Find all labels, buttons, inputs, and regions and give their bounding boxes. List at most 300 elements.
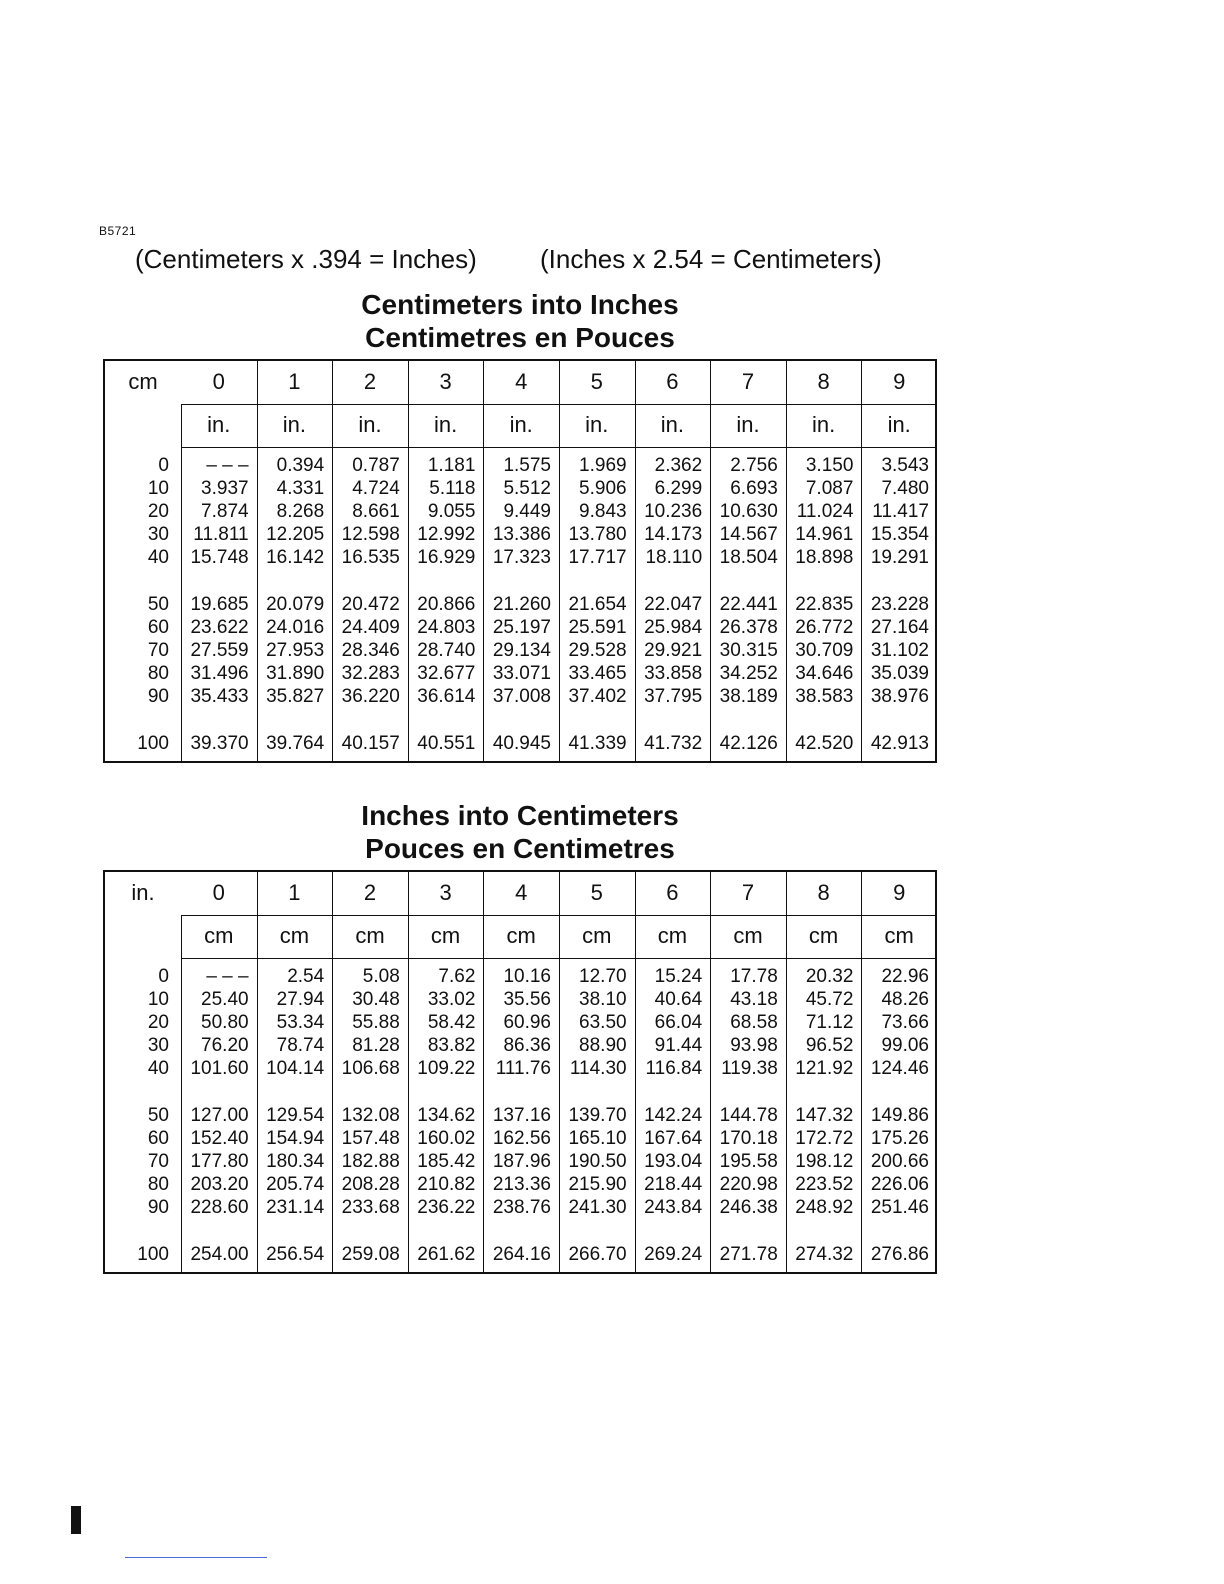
unit-label: cm	[430, 923, 461, 948]
unit-label: cm	[355, 923, 385, 948]
table-cell: 35.56	[503, 989, 551, 1010]
row-label: 100	[137, 733, 169, 754]
unit-label: cm	[582, 923, 612, 948]
table-cell: 53.34	[276, 1012, 325, 1033]
table-cell: 25.197	[492, 617, 551, 638]
table-cell: 5.512	[503, 478, 551, 499]
table-cell: 9.843	[579, 501, 627, 522]
table-cell: 31.102	[870, 640, 929, 661]
table-cell: 12.992	[417, 524, 476, 545]
table-cell: 177.80	[190, 1151, 249, 1172]
table-cell: 154.94	[266, 1128, 325, 1149]
row-label: 50	[147, 594, 169, 615]
unit-label: in.	[433, 412, 458, 437]
row-label: 0	[158, 966, 169, 987]
table-cell: 200.66	[870, 1151, 929, 1172]
table-cell: 109.22	[417, 1058, 476, 1079]
table-cell: 33.071	[492, 663, 551, 684]
table-cell: 13.386	[492, 524, 551, 545]
table-cell: 38.10	[579, 989, 627, 1010]
column-divider	[559, 872, 560, 1274]
table-cell: 91.44	[654, 1035, 703, 1056]
table-cell: 218.44	[644, 1174, 703, 1195]
table1-title	[0, 288, 1040, 354]
table-cell: 2.756	[730, 455, 778, 476]
table-cell: 25.591	[568, 617, 627, 638]
table-cell: 210.82	[417, 1174, 476, 1195]
formula-cm-to-in: (Centimeters x .394 = Inches)	[135, 244, 477, 274]
column-header: 6	[666, 369, 679, 394]
column-header: 9	[893, 369, 906, 394]
table-cell: 28.740	[417, 640, 476, 661]
table-cell: 144.78	[719, 1105, 778, 1126]
table-cell: 0.787	[352, 455, 400, 476]
table-cell: 13.780	[568, 524, 627, 545]
row-label: 90	[147, 1197, 169, 1218]
table-cell: 251.46	[870, 1197, 929, 1218]
unit-label: in.	[736, 412, 760, 437]
table-cell: 25.984	[644, 617, 703, 638]
table-cell: 73.66	[881, 1012, 929, 1033]
column-divider	[257, 872, 258, 1274]
row-label: 30	[147, 524, 169, 545]
table-cell: 248.92	[795, 1197, 854, 1218]
table-cell: 187.96	[492, 1151, 551, 1172]
table-cell: 195.58	[719, 1151, 778, 1172]
table2-title	[0, 799, 1040, 865]
column-header: 7	[741, 369, 755, 394]
table-cell: 116.84	[645, 1058, 703, 1079]
table-cell: 5.08	[362, 966, 400, 987]
table-cell: 4.724	[352, 478, 400, 499]
table-cell: 21.654	[568, 594, 627, 615]
table-cell: 41.339	[568, 733, 627, 754]
column-divider	[332, 361, 333, 763]
table-cell: 58.42	[427, 1012, 476, 1033]
table-cell: 243.84	[644, 1197, 703, 1218]
table-cell: 5.906	[579, 478, 627, 499]
table-cell: 23.228	[870, 594, 929, 615]
table-cell: 83.82	[427, 1035, 476, 1056]
row-label: 70	[147, 640, 169, 661]
table-cell: 119.38	[721, 1058, 778, 1079]
page-marker	[71, 1506, 81, 1534]
row-label: 20	[147, 1012, 169, 1033]
table-cell: 8.661	[352, 501, 400, 522]
column-header: 3	[439, 880, 452, 905]
table-cell: 22.835	[795, 594, 854, 615]
table-cell: 38.976	[870, 686, 929, 707]
row-label: 70	[147, 1151, 169, 1172]
table-cell: 8.268	[276, 501, 325, 522]
table-cell: 9.449	[503, 501, 551, 522]
table-cell: 32.677	[417, 663, 476, 684]
table-cell: 254.00	[190, 1244, 249, 1265]
table-cell: 27.94	[276, 989, 325, 1010]
table-cell: 124.46	[870, 1058, 929, 1079]
column-divider	[408, 872, 409, 1274]
table-cell: 10.16	[503, 966, 551, 987]
table-cell: 233.68	[341, 1197, 400, 1218]
unit-label: in.	[509, 412, 533, 437]
table-cell: 26.378	[719, 617, 778, 638]
table-cell: 55.88	[352, 1012, 400, 1033]
table-cell: 215.90	[568, 1174, 627, 1195]
table-cell: 274.32	[795, 1244, 854, 1265]
table-cell: 36.614	[417, 686, 476, 707]
table-cell: 152.40	[190, 1128, 249, 1149]
column-divider	[635, 872, 636, 1274]
table-cell: 3.150	[805, 455, 854, 476]
table-cell: 18.504	[719, 547, 778, 568]
corner-label: cm	[128, 369, 158, 394]
table-cell: 165.10	[568, 1128, 627, 1149]
column-divider	[483, 361, 484, 763]
table-cell: 40.64	[654, 989, 703, 1010]
table-cell: 36.220	[341, 686, 400, 707]
table-cell: 33.465	[568, 663, 627, 684]
table-cell: 29.528	[568, 640, 627, 661]
table-cell: 4.331	[276, 478, 325, 499]
row-label: 50	[147, 1105, 169, 1126]
column-divider	[710, 872, 711, 1274]
column-header: 7	[741, 880, 755, 905]
column-header: 0	[212, 369, 225, 394]
table-cell: 14.567	[719, 524, 778, 545]
table-cell: 264.16	[492, 1244, 551, 1265]
table-cell: 31.890	[266, 663, 325, 684]
table-cell: 175.26	[870, 1128, 929, 1149]
table-cell: 157.48	[341, 1128, 400, 1149]
unit-label: cm	[279, 923, 310, 948]
table-cell: 40.551	[417, 733, 476, 754]
table-cell: 42.520	[795, 733, 854, 754]
table-cell: 30.48	[352, 989, 400, 1010]
table-cell: 149.86	[870, 1105, 929, 1126]
table-cell: 205.74	[266, 1174, 325, 1195]
table-cell: 40.157	[341, 733, 400, 754]
table-cell: 220.98	[719, 1174, 778, 1195]
table-cell: 26.772	[795, 617, 854, 638]
table-cell: 182.88	[341, 1151, 400, 1172]
table-cell: 33.02	[427, 989, 476, 1010]
table-cell: – – –	[206, 455, 249, 476]
table-cell: 19.291	[870, 547, 929, 568]
table-cell: 1.575	[503, 455, 551, 476]
table-cell: 170.18	[719, 1128, 778, 1149]
row-label: 20	[147, 501, 169, 522]
unit-label: in.	[660, 412, 685, 437]
table-cell: 259.08	[341, 1244, 400, 1265]
table-cell: 5.118	[429, 478, 476, 499]
table-cell: 50.80	[201, 1012, 249, 1033]
table-cell: 185.42	[417, 1151, 476, 1172]
table-cell: 32.283	[341, 663, 400, 684]
table-cell: 38.583	[795, 686, 854, 707]
column-header: 4	[515, 880, 528, 905]
table-cell: 27.164	[870, 617, 929, 638]
table-cell: 45.72	[805, 989, 854, 1010]
table-cell: 24.016	[266, 617, 325, 638]
column-header: 2	[363, 369, 377, 394]
table-cell: 39.764	[266, 733, 325, 754]
table-cell: 142.24	[644, 1105, 703, 1126]
column-divider	[786, 872, 787, 1274]
unit-label: cm	[733, 923, 763, 948]
row-label: 40	[147, 547, 169, 568]
table-cell: 190.50	[568, 1151, 627, 1172]
table-cell: – – –	[206, 966, 249, 987]
label-column-divider	[181, 915, 182, 1274]
table-cell: 20.079	[266, 594, 325, 615]
table-cell: 137.16	[492, 1105, 551, 1126]
table-cell: 11.024	[796, 501, 854, 522]
column-divider	[861, 361, 862, 763]
table-cell: 226.06	[870, 1174, 929, 1195]
unit-label: cm	[506, 923, 536, 948]
table-cell: 24.409	[341, 617, 400, 638]
table-cell: 21.260	[492, 594, 551, 615]
table-cell: 127.00	[190, 1105, 249, 1126]
row-label: 10	[147, 478, 169, 499]
table-cell: 39.370	[190, 733, 249, 754]
table-cell: 30.315	[719, 640, 778, 661]
row-label: 60	[147, 617, 169, 638]
table-cell: 147.32	[795, 1105, 854, 1126]
unit-label: cm	[204, 923, 234, 948]
table-cell: 33.858	[644, 663, 703, 684]
table-cell: 25.40	[201, 989, 249, 1010]
table-cell: 172.72	[795, 1128, 854, 1149]
table-cell: 22.047	[644, 594, 703, 615]
table-cell: 63.50	[579, 1012, 627, 1033]
table1-title-fr: Centimetres en Pouces	[365, 322, 675, 353]
table-cell: 246.38	[719, 1197, 778, 1218]
table-cell: 104.14	[266, 1058, 325, 1079]
column-divider	[635, 361, 636, 763]
table-cell: 198.12	[795, 1151, 854, 1172]
table-cell: 17.717	[568, 547, 627, 568]
table1-title-en: Centimeters into Inches	[361, 289, 679, 320]
table-cell: 76.20	[201, 1035, 249, 1056]
table-cell: 0.394	[276, 455, 325, 476]
formula-in-to-cm: (Inches x 2.54 = Centimeters)	[540, 244, 882, 274]
table-cell: 18.110	[645, 547, 703, 568]
table-cell: 28.346	[341, 640, 400, 661]
table-cell: 96.52	[805, 1035, 854, 1056]
table-cell: 231.14	[266, 1197, 325, 1218]
table-cell: 269.24	[644, 1244, 703, 1265]
column-divider	[861, 872, 862, 1274]
table-cell: 66.04	[654, 1012, 703, 1033]
column-header: 1	[288, 880, 301, 905]
table-cell: 134.62	[417, 1105, 476, 1126]
table-cell: 35.433	[190, 686, 249, 707]
column-header: 6	[666, 880, 679, 905]
column-divider	[710, 361, 711, 763]
row-label: 10	[147, 989, 169, 1010]
table-cell: 6.299	[654, 478, 703, 499]
unit-label: cm	[808, 923, 839, 948]
table-cell: 78.74	[276, 1035, 325, 1056]
table-cell: 37.402	[568, 686, 627, 707]
column-header: 4	[515, 369, 528, 394]
column-header: 5	[590, 369, 603, 394]
table-cell: 17.78	[730, 966, 778, 987]
table-cell: 48.26	[881, 989, 929, 1010]
table-cell: 160.02	[417, 1128, 476, 1149]
table-cell: 43.18	[730, 989, 778, 1010]
table-cell: 88.90	[579, 1035, 627, 1056]
column-header: 0	[212, 880, 225, 905]
table-cell: 18.898	[795, 547, 854, 568]
column-header: 8	[817, 369, 830, 394]
table-cell: 162.56	[492, 1128, 551, 1149]
label-column-divider	[181, 404, 182, 763]
table2-title-en: Inches into Centimeters	[361, 800, 679, 831]
unit-label: in.	[585, 412, 609, 437]
table-cell: 121.92	[795, 1058, 854, 1079]
table-cell: 12.598	[341, 524, 400, 545]
table-cell: 41.732	[644, 733, 703, 754]
unit-label: in.	[207, 412, 231, 437]
table-cell: 42.126	[719, 733, 778, 754]
table-cell: 2.54	[287, 966, 325, 987]
table-cell: 1.181	[427, 455, 476, 476]
column-header: 9	[893, 880, 906, 905]
table-cell: 271.78	[719, 1244, 778, 1265]
column-divider	[559, 361, 560, 763]
table-cell: 139.70	[568, 1105, 627, 1126]
table-cell: 35.039	[870, 663, 929, 684]
table-cell: 7.087	[805, 478, 854, 499]
table-cell: 10.236	[644, 501, 703, 522]
table-cell: 30.709	[795, 640, 854, 661]
table-cell: 42.913	[870, 733, 929, 754]
table-cell: 9.055	[427, 501, 476, 522]
table-cell: 106.68	[341, 1058, 400, 1079]
table-cell: 193.04	[644, 1151, 703, 1172]
table-cell: 20.32	[805, 966, 854, 987]
document-code: B5721	[99, 224, 137, 238]
table-cell: 11.417	[872, 501, 929, 522]
row-label: 80	[147, 1174, 169, 1195]
table-cell: 167.64	[644, 1128, 703, 1149]
unit-label: in.	[811, 412, 836, 437]
table-cell: 38.189	[719, 686, 778, 707]
row-label: 100	[137, 1244, 169, 1265]
column-header: 8	[817, 880, 830, 905]
table-cell: 208.28	[341, 1174, 400, 1195]
column-divider	[408, 361, 409, 763]
column-divider	[786, 361, 787, 763]
table-cell: 34.646	[795, 663, 854, 684]
table-cell: 19.685	[190, 594, 249, 615]
table-cell: 15.354	[870, 524, 929, 545]
table-cell: 14.173	[644, 524, 703, 545]
table-cell: 114.30	[569, 1058, 627, 1079]
table-cell: 29.134	[492, 640, 551, 661]
table-cell: 213.36	[492, 1174, 551, 1195]
row-label: 60	[147, 1128, 169, 1149]
unit-label: cm	[884, 923, 914, 948]
table-cell: 24.803	[417, 617, 476, 638]
table-cell: 27.559	[190, 640, 249, 661]
table-cell: 35.827	[266, 686, 325, 707]
table-cell: 256.54	[266, 1244, 325, 1265]
table-cell: 22.441	[719, 594, 778, 615]
row-label: 30	[147, 1035, 169, 1056]
table-cell: 11.811	[193, 524, 249, 545]
row-label: 0	[158, 455, 169, 476]
column-divider	[257, 361, 258, 763]
table-cell: 31.496	[190, 663, 249, 684]
column-header: 3	[439, 369, 452, 394]
row-label: 90	[147, 686, 169, 707]
table-cell: 17.323	[492, 547, 551, 568]
table-cell: 12.70	[579, 966, 627, 987]
table-cell: 15.24	[654, 966, 703, 987]
table-cell: 7.874	[201, 501, 249, 522]
unit-label: cm	[657, 923, 688, 948]
table-cell: 266.70	[568, 1244, 627, 1265]
table-cell: 6.693	[730, 478, 778, 499]
table-cell: 7.480	[881, 478, 929, 499]
table-cell: 236.22	[417, 1197, 476, 1218]
table-cell: 2.362	[654, 455, 703, 476]
table-cell: 71.12	[805, 1012, 854, 1033]
table-cell: 20.472	[341, 594, 400, 615]
table-cell: 34.252	[719, 663, 778, 684]
table-cell: 16.142	[266, 547, 325, 568]
table-cell: 16.535	[341, 547, 400, 568]
table-cell: 101.60	[190, 1058, 249, 1079]
table-cell: 111.76	[495, 1058, 551, 1079]
row-label: 80	[147, 663, 169, 684]
table-cell: 27.953	[266, 640, 325, 661]
column-divider	[332, 872, 333, 1274]
table-cell: 93.98	[730, 1035, 778, 1056]
table-cell: 223.52	[795, 1174, 854, 1195]
table-cell: 86.36	[503, 1035, 551, 1056]
table-cell: 81.28	[352, 1035, 400, 1056]
table-cell: 23.622	[190, 617, 249, 638]
table-cell: 3.937	[201, 478, 249, 499]
column-header: 2	[363, 880, 377, 905]
table-cell: 60.96	[503, 1012, 551, 1033]
column-header: 1	[288, 369, 301, 394]
unit-label: in.	[282, 412, 307, 437]
table-cell: 68.58	[730, 1012, 778, 1033]
table-cell: 238.76	[492, 1197, 551, 1218]
cm-to-in-table	[103, 359, 937, 763]
in-to-cm-table	[103, 870, 937, 1274]
unit-label: in.	[887, 412, 911, 437]
column-divider	[483, 872, 484, 1274]
table-cell: 22.96	[881, 966, 929, 987]
table-cell: 261.62	[417, 1244, 476, 1265]
row-label: 40	[147, 1058, 169, 1079]
table-cell: 7.62	[438, 966, 476, 987]
corner-label: in.	[131, 880, 155, 905]
footer-rule	[125, 1557, 267, 1558]
table-cell: 203.20	[190, 1174, 249, 1195]
column-header: 5	[590, 880, 603, 905]
table-cell: 37.008	[492, 686, 551, 707]
table-cell: 99.06	[881, 1035, 929, 1056]
table-cell: 276.86	[870, 1244, 929, 1265]
table-cell: 228.60	[190, 1197, 249, 1218]
